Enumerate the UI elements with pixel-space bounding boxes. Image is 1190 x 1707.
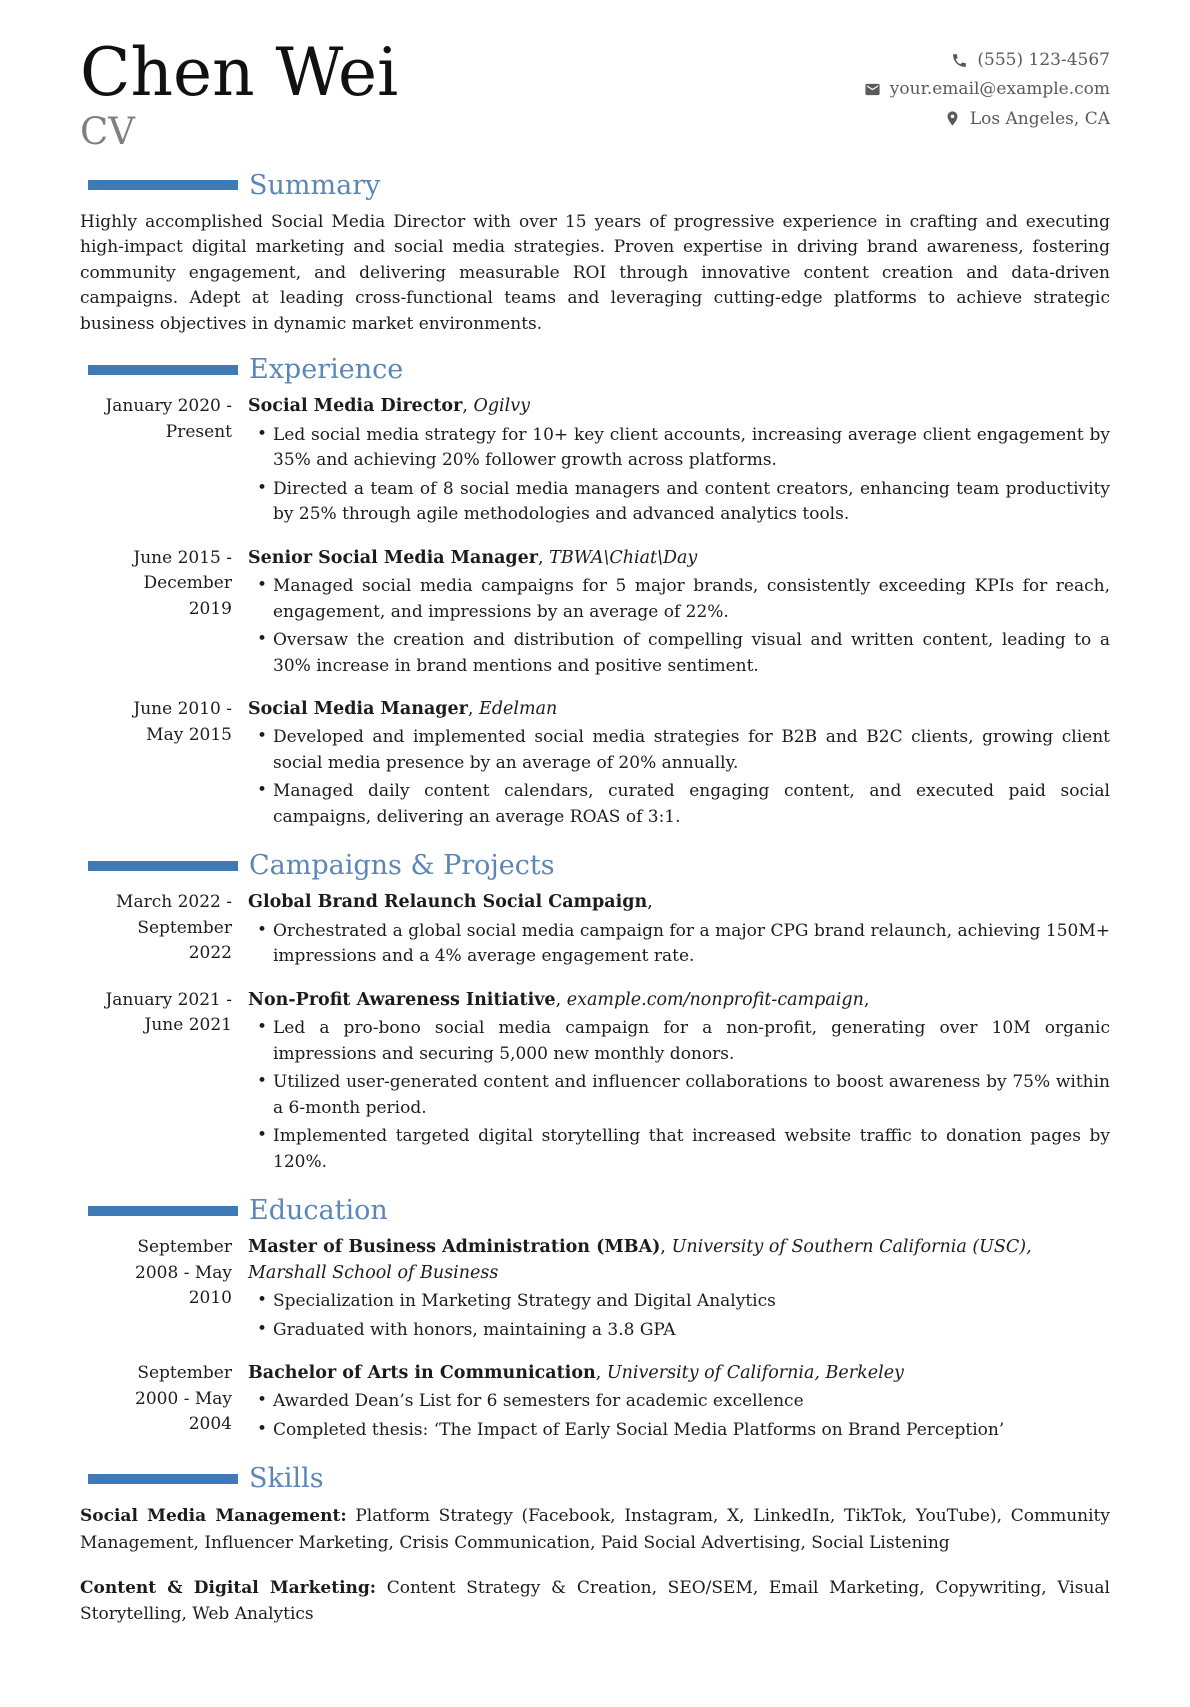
experience-entry — [80, 697, 1110, 833]
section-title-experience: Experience — [249, 354, 404, 386]
entry-bullet-list — [248, 919, 1110, 970]
section-accent-bar — [88, 365, 238, 375]
entry-bullet: • Completed thesis: ‘The Impact of Early Social Media Platforms on Brand Perception’ — [248, 1418, 1110, 1444]
entry-date: June 2015 - December 2019 — [133, 547, 232, 619]
entry-date: March 2022 - September 2022 — [116, 892, 232, 964]
entry-bullet-list — [248, 1389, 1110, 1443]
entry-separator: , — [647, 892, 653, 913]
entry-date: January 2020 - Present — [105, 396, 232, 442]
entry-title: Social Media Director — [248, 396, 463, 417]
section-header-education — [80, 1195, 1110, 1226]
entry-organization: Edelman — [479, 699, 558, 720]
identity-block — [80, 34, 399, 153]
contact-phone-line — [864, 50, 1110, 70]
entry-body — [248, 546, 1110, 682]
entry-bullet: • Led a pro-bono social media campaign for a non-profit, generating over 10M organic impressions and securing 5,000 new monthly donors. — [248, 1016, 1110, 1067]
skill-list-text: Content Strategy & Creation, SEO/SEM, Email Marketing, Copywriting, Visual Storytelling, Web Analytics — [80, 1578, 1110, 1625]
entry-separator: , — [595, 1363, 602, 1383]
entry-title: Senior Social Media Manager — [248, 547, 539, 568]
entry-bullet: • Led social media strategy for 10+ key client accounts, increasing average client engagement by 35% and achieving 20% follower growth across platforms. — [248, 423, 1110, 474]
section-skills — [80, 1463, 1110, 1627]
entry-bullet: • Graduated with honors, maintaining a 3.8 GPA — [248, 1318, 1110, 1344]
entry-separator: , — [660, 1237, 666, 1258]
location-text: Los Angeles, CA — [969, 108, 1110, 129]
entry-organization: TBWA\Chiat\Day — [549, 547, 698, 568]
institution-name: University of California, Berkeley — [606, 1363, 904, 1383]
phone-icon — [951, 52, 968, 69]
section-experience — [80, 354, 1110, 833]
entry-separator: , — [555, 989, 562, 1010]
location-icon — [944, 110, 961, 127]
entry-title-line — [248, 988, 1110, 1013]
section-accent-bar — [88, 1206, 238, 1216]
entry-organization: Ogilvy — [473, 396, 531, 417]
entry-bullet: • Specialization in Marketing Strategy and Digital Analytics — [248, 1289, 1110, 1315]
section-education — [80, 1195, 1110, 1446]
institution-name: University of Southern California (USC), Marshall School of Business — [248, 1237, 1032, 1283]
section-title-skills: Skills — [249, 1463, 324, 1495]
entry-bullet-list — [248, 574, 1110, 679]
phone-number: (555) 123-4567 — [977, 50, 1110, 70]
entry-title-line — [248, 1235, 1110, 1286]
campaign-entry — [80, 988, 1110, 1178]
entry-body — [248, 1361, 1110, 1446]
campaign-url[interactable]: example.com/nonprofit-campaign — [566, 989, 864, 1010]
skill-item — [80, 1503, 1110, 1556]
entry-title-line — [248, 394, 1110, 419]
entry-bullet: • Developed and implemented social media strategies for B2B and B2C clients, growing client social media presence by an average of 20% annually. — [248, 725, 1110, 776]
section-header-skills — [80, 1463, 1110, 1494]
entry-title: Global Brand Relaunch Social Campaign — [248, 892, 648, 913]
entry-date: September 2008 - May 2010 — [135, 1237, 232, 1309]
experience-entry — [80, 546, 1110, 682]
degree-title: Master of Business Administration (MBA) — [248, 1237, 661, 1258]
section-title-education: Education — [249, 1195, 388, 1227]
skill-category-label: Content & Digital Marketing: — [80, 1578, 377, 1599]
section-accent-bar — [88, 1474, 238, 1484]
entry-bullet: • Managed daily content calendars, curated engaging content, and executed paid social campaigns, delivering an average ROAS of 3:1. — [248, 779, 1110, 830]
entry-bullet: • Managed social media campaigns for 5 major brands, consistently exceeding KPIs for reach, engagement, and impressions by an average of 22%. — [248, 574, 1110, 625]
entry-body — [248, 697, 1110, 833]
header — [80, 34, 1110, 153]
contact-email-line — [864, 79, 1110, 99]
entry-bullet-list — [248, 1016, 1110, 1175]
skill-item — [80, 1575, 1110, 1628]
entry-separator: , — [462, 396, 468, 417]
email-address[interactable]: your.email@example.com — [889, 79, 1110, 100]
entry-title-line — [248, 1361, 1110, 1386]
contact-block — [864, 50, 1110, 138]
section-title-campaigns: Campaigns & Projects — [249, 850, 555, 882]
section-campaigns — [80, 850, 1110, 1178]
education-entry — [80, 1361, 1110, 1446]
entry-title: Non-Profit Awareness Initiative — [248, 989, 556, 1010]
entry-body — [248, 394, 1110, 530]
entry-body — [248, 1235, 1110, 1346]
section-header-experience — [80, 354, 1110, 385]
entry-body — [248, 988, 1110, 1178]
section-accent-bar — [88, 180, 238, 190]
experience-entry — [80, 394, 1110, 530]
entry-separator: , — [467, 699, 474, 720]
entry-bullet: • Awarded Dean’s List for 6 semesters for academic excellence — [248, 1389, 1110, 1415]
entry-separator: , — [538, 547, 544, 568]
education-entry — [80, 1235, 1110, 1346]
summary-text: Highly accomplished Social Media Director with over 15 years of progressive experience in crafting and executing high-impact digital marketing and social media strategies. Proven expertise in driving brand awareness, fostering community engagement, and delivering measurable ROI through innovative content creation and data-driven campaigns. Adept at leading cross-functional teams and leveraging cutting-edge platforms to achieve strategic business objectives in dynamic market environments. — [80, 211, 1110, 334]
entry-title: Social Media Manager — [248, 699, 468, 720]
entry-tail: , — [863, 989, 870, 1010]
section-summary — [80, 170, 1110, 338]
skill-list-text: Platform Strategy (Facebook, Instagram, X, LinkedIn, TikTok, YouTube), Community Management, Influencer Marketing, Crisis Communication, Paid Social Advertising, Social Listening — [80, 1506, 1110, 1553]
entry-date: June 2010 - May 2015 — [133, 699, 232, 745]
contact-location-line — [864, 109, 1110, 129]
degree-title: Bachelor of Arts in Communication — [248, 1363, 596, 1383]
entry-bullet: • Orchestrated a global social media campaign for a major CPG brand relaunch, achieving 150M+ impressions and a 4% average engagement rate. — [248, 919, 1110, 970]
section-header-campaigns — [80, 850, 1110, 881]
person-name: Chen Wei — [80, 34, 399, 111]
document-type-label: CV — [80, 110, 136, 153]
entry-bullet: • Utilized user-generated content and influencer collaborations to boost awareness by 75% within a 6-month period. — [248, 1070, 1110, 1121]
campaign-entry — [80, 890, 1110, 972]
email-icon — [864, 81, 881, 98]
entry-bullet-list — [248, 725, 1110, 830]
entry-body — [248, 890, 1110, 972]
entry-date: September 2000 - May 2004 — [135, 1363, 232, 1434]
entry-bullet: • Oversaw the creation and distribution of compelling visual and written content, leading to a 30% increase in brand mentions and positive sentiment. — [248, 628, 1110, 679]
entry-bullet: • Directed a team of 8 social media managers and content creators, enhancing team productivity by 25% through agile methodologies and advanced analytics tools. — [248, 477, 1110, 528]
section-header-summary — [80, 170, 1110, 201]
section-title-summary: Summary — [249, 169, 381, 201]
entry-title-line — [248, 890, 1110, 915]
entry-title-line — [248, 697, 1110, 722]
entry-bullet-list — [248, 1289, 1110, 1343]
entry-bullet-list — [248, 423, 1110, 528]
skill-category-label: Social Media Management: — [80, 1506, 347, 1527]
entry-title-line — [248, 546, 1110, 571]
entry-bullet: • Implemented targeted digital storytelling that increased website traffic to donation pages by 120%. — [248, 1124, 1110, 1175]
entry-date: January 2021 - June 2021 — [105, 989, 232, 1036]
section-accent-bar — [88, 861, 238, 871]
